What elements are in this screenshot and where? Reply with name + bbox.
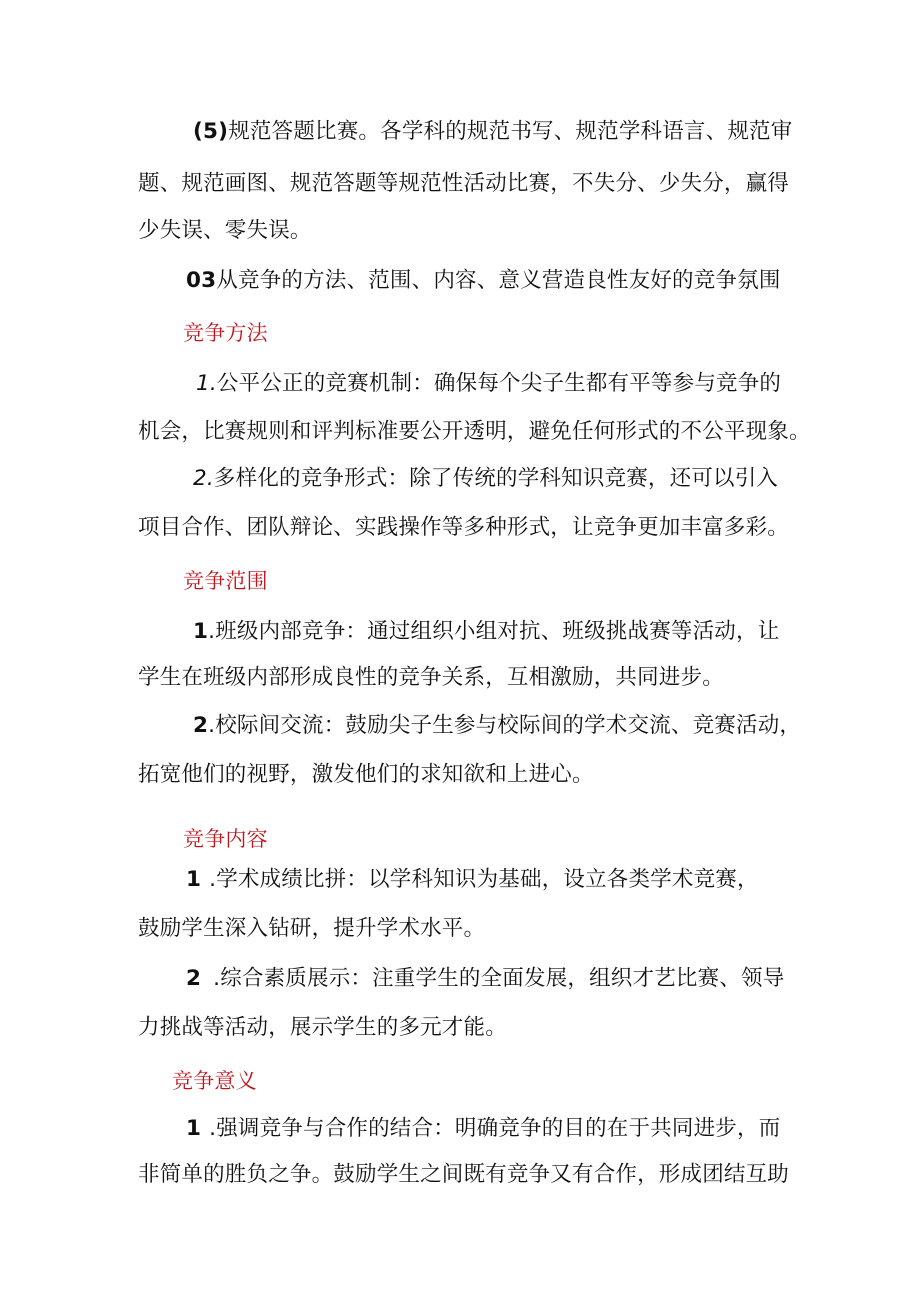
- scope-item2-number: 2: [193, 713, 209, 738]
- section-03-number: 03: [186, 268, 217, 293]
- content-item2-text-line1: .综合素质展示：注重学生的全面发展，组织才艺比赛、领导: [213, 966, 785, 991]
- scope-item2-text-line2: 拓宽他们的视野，激发他们的求知欲和上进心。: [138, 762, 594, 787]
- meaning-item1-number: 1: [186, 1116, 202, 1141]
- section-03-text: 从竞争的方法、范围、内容、意义营造良性友好的竞争氛围: [216, 268, 781, 293]
- heading-methods: 竞争方法: [183, 321, 268, 345]
- content-item2-number: 2: [186, 966, 202, 991]
- meaning-item1-text-line1: .强调竞争与合作的结合：明确竞争的目的在于共同进步，而: [209, 1116, 781, 1141]
- methods-item2-text-line2: 项目合作、团队辩论、实践操作等多种形式，让竞争更加丰富多彩。: [138, 515, 790, 540]
- content-item1-number: 1: [186, 867, 202, 892]
- content-item1-line1: [186, 865, 759, 895]
- section-03-title: [186, 266, 781, 296]
- item5-text-line1: 规范答题比赛。各学科的规范书写、规范学科语言、规范审: [228, 119, 793, 144]
- content-item1-text-line1: .学术成绩比拼：以学科知识为基础，设立各类学术竞赛，: [209, 867, 759, 892]
- item5-text-line3: 少失误、零失误。: [138, 218, 312, 243]
- scope-item1-number: 1: [193, 619, 209, 644]
- heading-meaning: 竞争意义: [172, 1069, 257, 1093]
- meaning-item1-line1: [186, 1114, 780, 1144]
- item5-text-line2: 题、规范画图、规范答题等规范性活动比赛，不失分、少失分，赢得: [138, 171, 790, 196]
- methods-item2-number: 2.: [193, 466, 214, 491]
- heading-content: 竞争内容: [183, 827, 268, 851]
- methods-item2-text-line1: 多样化的竞争形式：除了传统的学科知识竞赛，还可以引入: [213, 466, 779, 491]
- methods-item1-text-line1: 公平公正的竞赛机制：确保每个尖子生都有平等参与竞争的: [216, 371, 782, 396]
- methods-item2-line1: [193, 464, 778, 494]
- scope-item2-line1: [193, 711, 801, 741]
- scope-item1-text-line2: 学生在班级内部形成良性的竞争关系，互相激励，共同进步。: [138, 665, 724, 690]
- methods-item1-line1: [196, 369, 781, 399]
- methods-item1-text-line2: 机会，比赛规则和评判标准要公开透明，避免任何形式的不公平现象。: [138, 419, 811, 444]
- item5-line1: [193, 117, 792, 147]
- methods-item1-number: 1.: [196, 371, 217, 396]
- item5-number: (5): [193, 119, 229, 144]
- heading-scope: 竞争范围: [183, 569, 268, 593]
- content-item1-text-line2: 鼓励学生深入钻研，提升学术水平。: [138, 916, 486, 941]
- scope-item1-text-line1: .班级内部竞争：通过组织小组对抗、班级挑战赛等活动，让: [208, 619, 780, 644]
- scope-item2-text-line1: .校际间交流：鼓励尖子生参与校际间的学术交流、竞赛活动，: [208, 713, 802, 738]
- scope-item1-line1: [193, 617, 779, 647]
- content-item2-text-line2: 力挑战等活动，展示学生的多元才能。: [138, 1015, 507, 1040]
- meaning-item1-text-line2: 非简单的胜负之争。鼓励学生之间既有竞争又有合作，形成团结互助: [138, 1162, 790, 1187]
- content-item2-line1: [186, 964, 784, 994]
